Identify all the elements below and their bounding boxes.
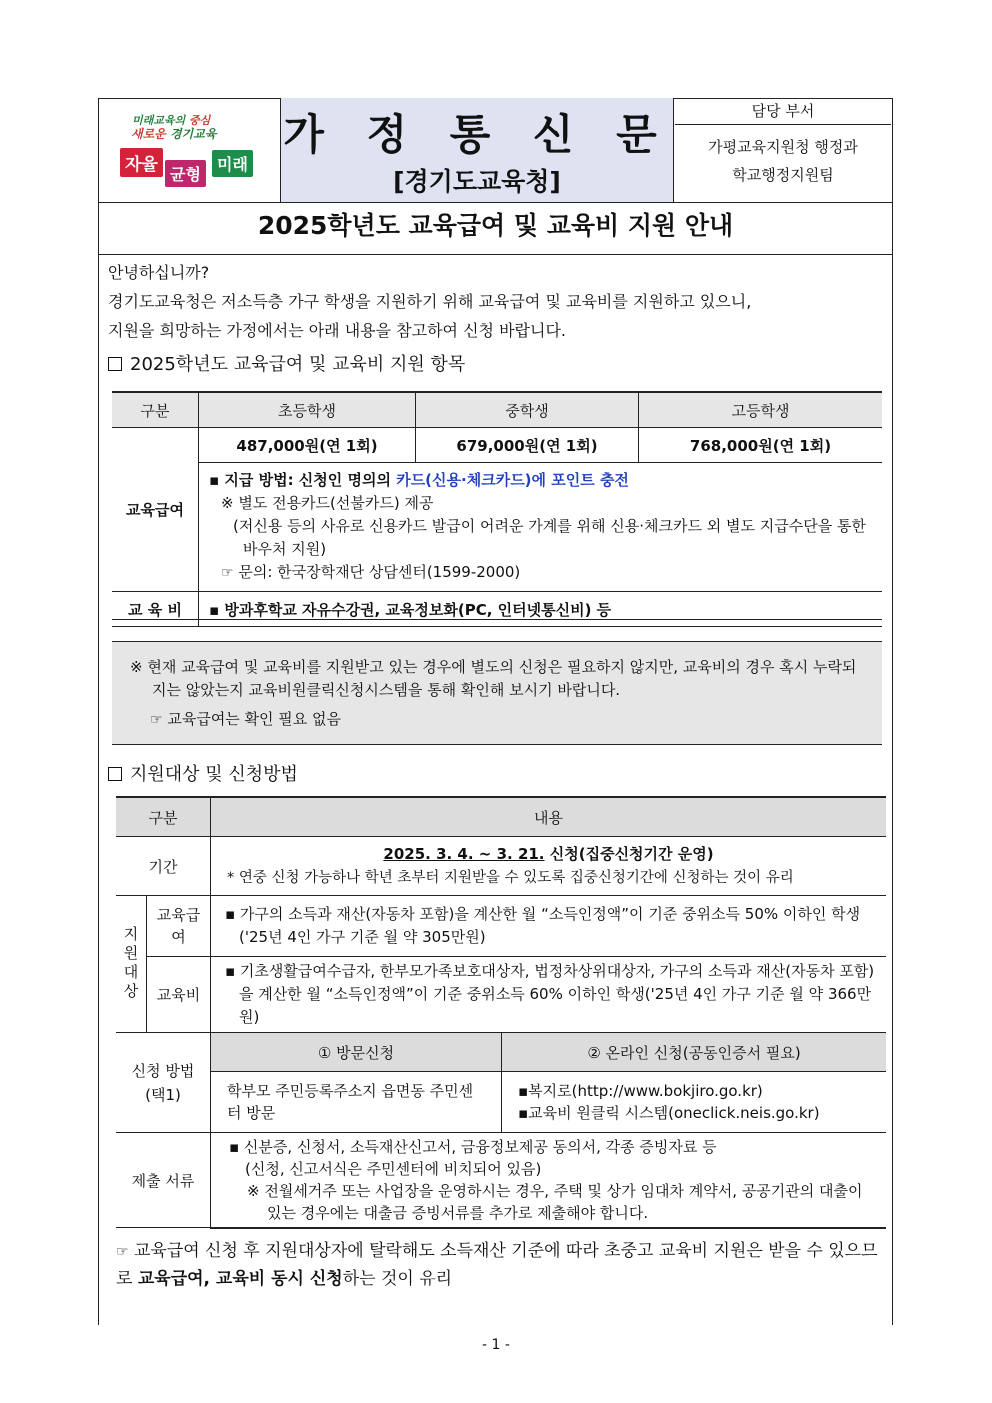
table-header: 초등학생 (199, 392, 416, 428)
department-name: 가평교육지원청 행정과 학교행정지원팀 (708, 138, 858, 184)
pointing-hand-icon: ☞ (116, 1244, 129, 1260)
final-note-bold: 교육급여, 교육비 동시 신청 (137, 1269, 343, 1289)
logo-badges (120, 148, 260, 184)
amount-middle: 679,000원(연 1회) (416, 428, 639, 463)
target-edu-benefit-label: 교육급여 (147, 896, 211, 957)
notice-text: ※ 현재 교육급여 및 교육비를 지원받고 있는 경우에 별도의 신청은 필요하지 않지만, 교육비의 경우 혹시 누락되지는 않았는지 교육비원클릭신청시스템을 통해 확인해 보시기 바랍니다. (130, 658, 857, 699)
letter-header (98, 98, 893, 202)
headline: 2025학년도 교육급여 및 교육비 지원 안내 (257, 211, 734, 240)
logo (98, 98, 281, 202)
period-content: 2025. 3. 4. ~ 3. 21. 신청(집중신청기간 운영) * 연중 신청 가능하나 학년 초부터 지원받을 수 있도록 집중신청기간에 신청하는 것이 유리 (211, 837, 887, 896)
row-label-apply: 신청 방법 (택1) (116, 1033, 211, 1133)
row-label-period: 기간 (116, 837, 211, 896)
apply-online-text: ▪복지로(http://www.bokjiro.go.kr) ▪교육비 원클릭 시스템(oneclick.neis.go.kr) (502, 1072, 887, 1133)
support-items-table (112, 391, 882, 627)
logo-slogan-line2: 새로운 경기교육 (131, 127, 217, 141)
section-title-eligibility: 지원대상 및 신청방법 (108, 760, 298, 786)
row-label-edu-benefit: 교육급여 (112, 428, 199, 592)
section-title-support-items: 2025학년도 교육급여 및 교육비 지원 항목 (108, 350, 465, 376)
intro-text: 안녕하십니까? 경기도교육청은 저소득층 가구 학생을 지원하기 위해 교육급여 및 교육비를 지원하고 있으니, 지원을 희망하는 가정에서는 아래 내용을 참고하여 신청 바랍니다. (108, 263, 752, 340)
amount-elementary: 487,000원(연 1회) (199, 428, 416, 463)
page-number: - 1 - (482, 1337, 510, 1353)
table-header: 내용 (211, 797, 887, 837)
target-edu-benefit-text: ▪ 가구의 소득과 재산(자동차 포함)을 계산한 월 “소득인정액”이 기준 중위소득 50% 이하인 학생 ('25년 4인 가구 기준 월 약 305만원) (211, 896, 887, 957)
row-label-target: 지원대상 (116, 896, 147, 1033)
eligibility-table (116, 796, 886, 1229)
pointing-hand-icon: ☞ (221, 565, 234, 581)
department-cell (675, 98, 891, 202)
payment-method-highlight: 카드(신용·체크카드)에 포인트 충전 (396, 471, 629, 489)
department-label: 담당 부서 (675, 98, 891, 125)
apply-online-header: ② 온라인 신청(공동인증서 필요) (502, 1033, 887, 1072)
target-edu-cost-label: 교육비 (147, 957, 211, 1033)
period-date: 2025. 3. 4. ~ 3. 21. (383, 845, 545, 863)
notice-box (112, 641, 882, 745)
table-header: 구분 (112, 392, 199, 428)
table-header: 고등학생 (639, 392, 883, 428)
table-header: 중학생 (416, 392, 639, 428)
apply-visit-header: ① 방문신청 (211, 1033, 502, 1072)
payment-method: ▪ 지급 방법: 신청인 명의의 카드(신용·체크카드)에 포인트 충전 ※ 별도 전용카드(선불카드) 제공 (저신용 등의 사유로 신용카드 발급이 어려운 가계를 위해 신용·체크카드 외 별도 지급수단을 통한 바우처 지원) ☞ 문의: 한국장학재단 상담센터(1599-2000) (199, 463, 883, 592)
target-edu-cost-text: ▪ 기초생활급여수급자, 한부모가족보호대상자, 법정차상위대상자, 가구의 소득과 재산(자동차 포함)을 계산한 월 “소득인정액”이 기준 중위소득 60% 이하인 학생('25년 4인 가구 기준 월 약 366만원) (211, 957, 887, 1033)
page-subtitle: [경기도교육청] (393, 167, 561, 196)
logo-badge-autonomy: 자율 (120, 148, 163, 177)
docs-content: ▪ 신분증, 신청서, 소득재산신고서, 금융정보제공 동의서, 각종 증빙자료 등 (신청, 신고서식은 주민센터에 비치되어 있음) ※ 전월세거주 또는 사업장을 운영하시는 경우, 주택 및 상가 임대차 계약서, 공공기관의 대출이 있는 경우에는 대출금 증빙서류를 추가로 제출해야 합니다. (211, 1133, 887, 1228)
logo-badge-future: 미래 (212, 150, 253, 177)
final-note: ☞ 교육급여 신청 후 지원대상자에 탈락해도 소득재산 기준에 따라 초중고 교육비 지원은 받을 수 있으므로 교육급여, 교육비 동시 신청하는 것이 유리 (116, 1241, 878, 1289)
logo-slogan-line1: 미래교육의 중심 (132, 114, 211, 127)
notice-sub: 교육급여는 확인 필요 없음 (167, 710, 342, 728)
amount-high: 768,000원(연 1회) (639, 428, 883, 463)
apply-visit-text: 학부모 주민등록주소지 읍면동 주민센터 방문 (211, 1072, 502, 1133)
pointing-hand-icon: ☞ (150, 712, 163, 728)
logo-badge-balance: 균형 (165, 160, 206, 187)
title-cell (281, 98, 674, 202)
edu-cost-items: ▪ 방과후학교 자유수강권, 교육정보화(PC, 인터넷통신비) 등 (199, 592, 883, 627)
divider (98, 254, 893, 255)
divider (98, 202, 893, 203)
row-label-docs: 제출 서류 (116, 1133, 211, 1228)
table-header: 구분 (116, 797, 211, 837)
page-title: 가 정 통 신 문 (283, 110, 671, 159)
row-label-edu-cost: 교 육 비 (112, 592, 199, 627)
